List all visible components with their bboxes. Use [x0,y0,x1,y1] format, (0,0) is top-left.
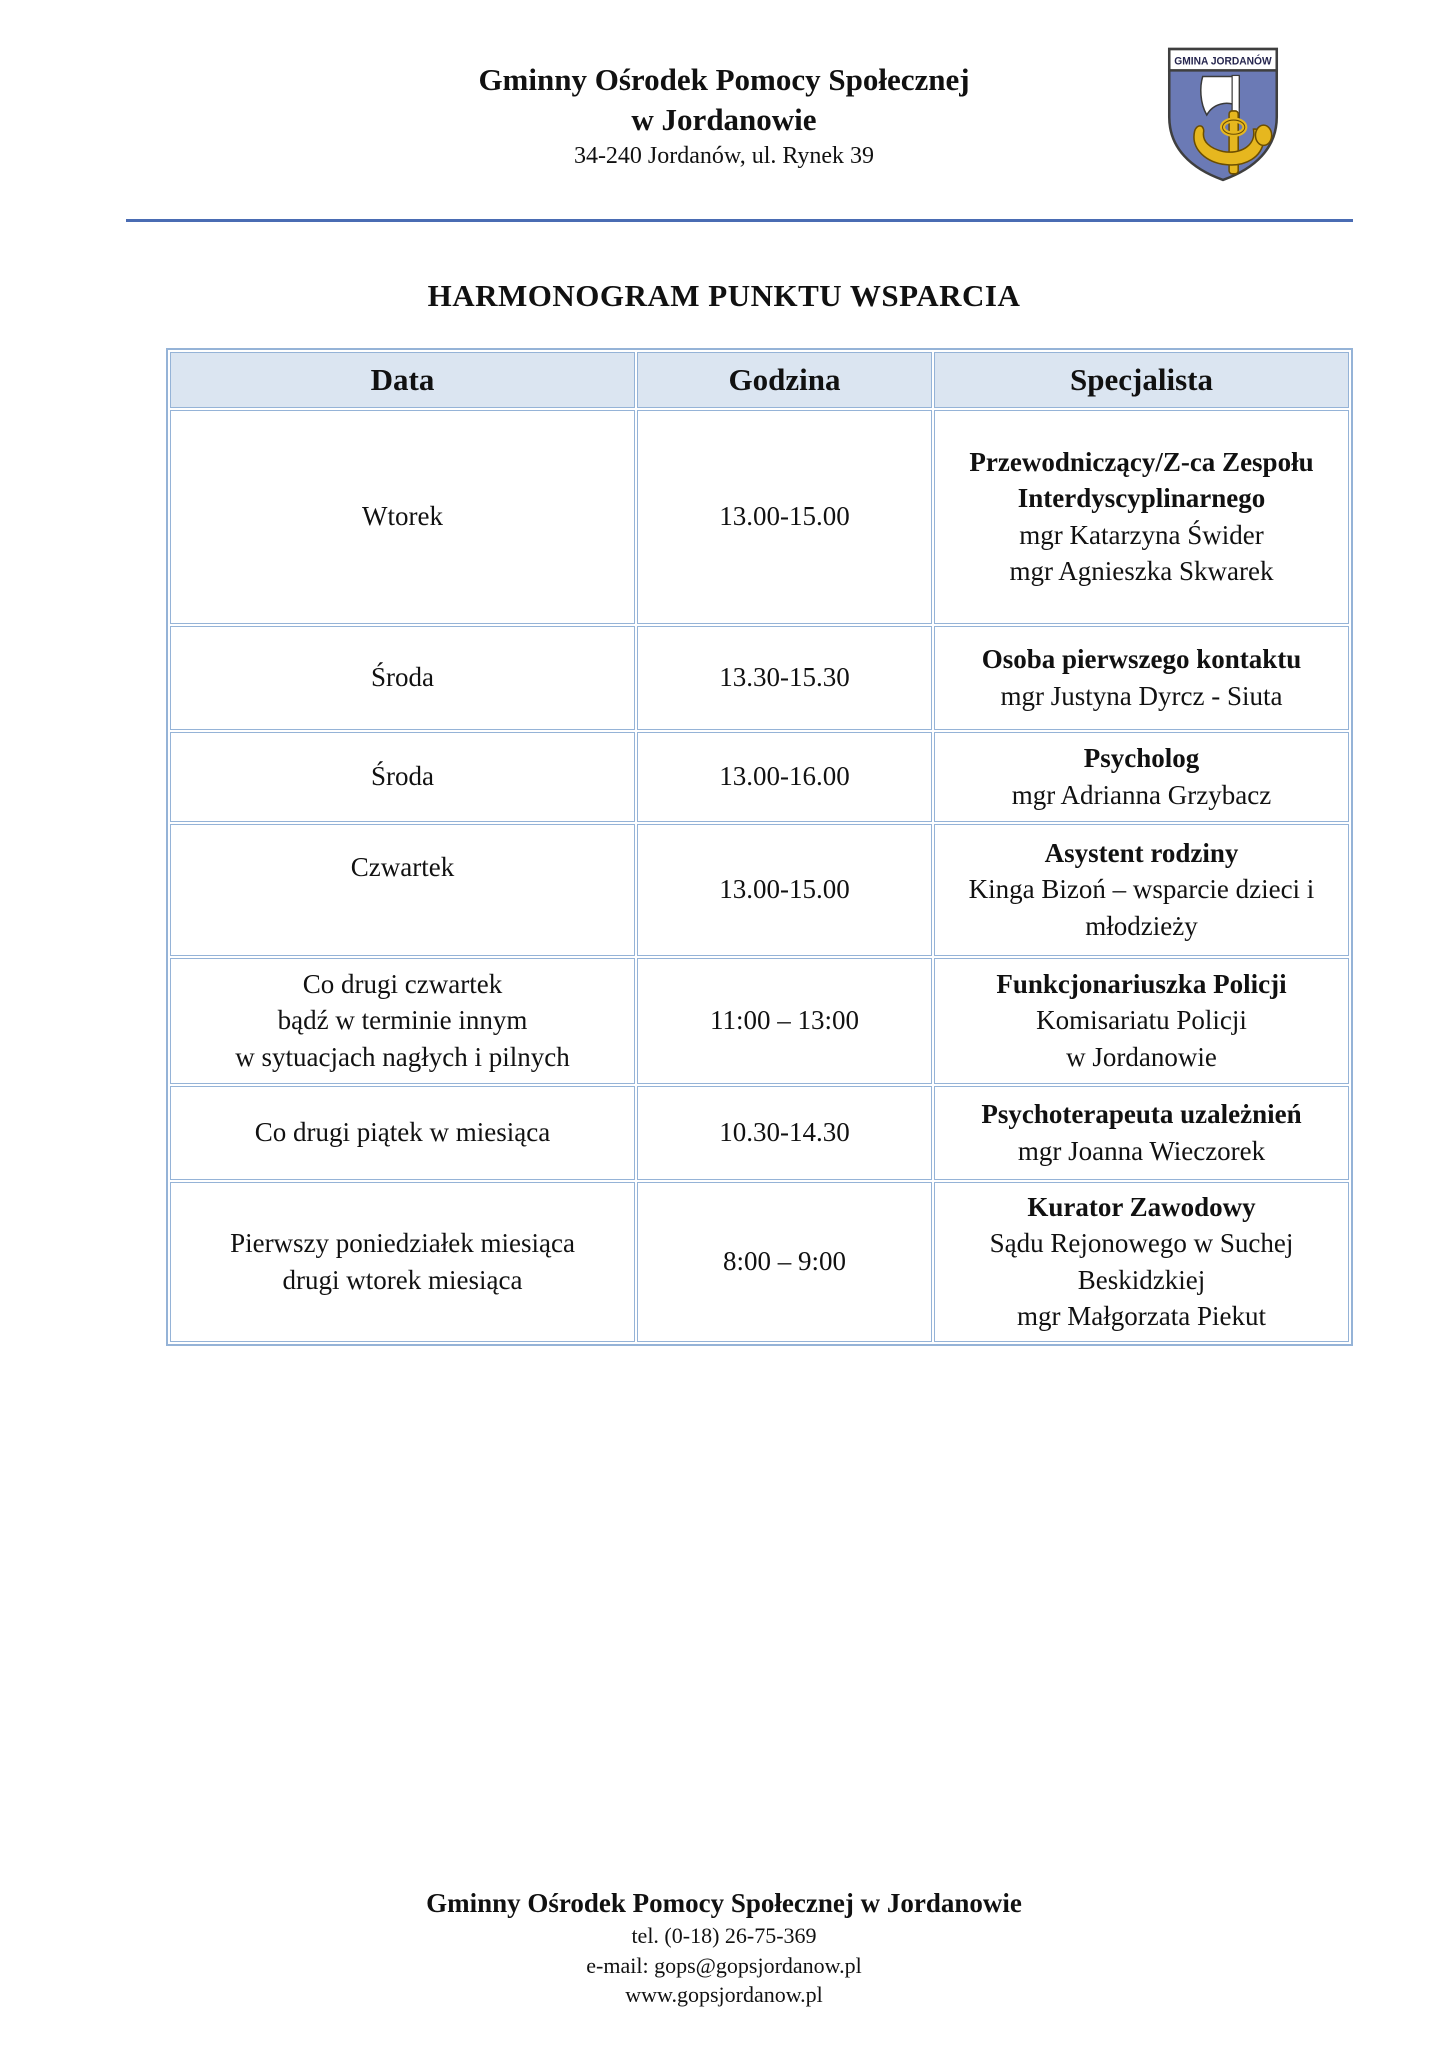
table-row [170,732,1349,822]
footer-website: www.gopsjordanow.pl [625,1982,823,2008]
data-line: Pierwszy poniedziałek miesiąca [230,1228,575,1259]
specialist-title: Kurator Zawodowy [1027,1191,1256,1222]
footer-email: e-mail: gops@gopsjordanow.pl [586,1952,862,1978]
header-divider [126,219,1353,222]
org-address: 34-240 Jordanów, ul. Rynek 39 [573,143,875,170]
gmina-jordanow-crest [1162,44,1284,188]
org-name-line1: Gminny Ośrodek Pomocy Społecznej [478,62,970,97]
specialist-line: mgr Adrianna Grzybacz [1011,779,1272,810]
table-header-row [170,352,1349,408]
specialist-cell [934,958,1349,1084]
godzina-cell: 13.00-16.00 [637,732,932,822]
godzina-cell: 13.00-15.00 [637,824,932,956]
data-cell [170,626,635,730]
data-cell [170,824,635,956]
specialist-line: mgr Justyna Dyrcz - Siuta [1000,680,1283,711]
specialist-title: Psychoterapeuta uzależnień [981,1099,1302,1130]
table-row [170,1086,1349,1180]
table-row [170,410,1349,624]
footer-phone: tel. (0-18) 26-75-369 [631,1923,817,1949]
specialist-line: Komisariatu Policji [1036,1005,1247,1036]
specialist-cell [934,732,1349,822]
data-line: Wtorek [362,501,443,532]
table-row [170,1182,1349,1342]
specialist-line: mgr Katarzyna Świder [1019,519,1264,550]
specialist-cell [934,626,1349,730]
data-cell [170,732,635,822]
specialist-cell [934,1182,1349,1342]
specialist-cell [934,824,1349,956]
data-cell [170,958,635,1084]
specialist-line: Kinga Bizoń – wsparcie dzieci i młodzieży [968,874,1315,941]
specialist-title: Funkcjonariuszka Policji [996,968,1287,999]
table-row [170,626,1349,730]
specialist-line: mgr Agnieszka Skwarek [1009,555,1274,586]
table-row [170,958,1349,1084]
godzina-cell: 13.00-15.00 [637,410,932,624]
specialist-cell [934,1086,1349,1180]
document-footer [0,1886,1448,2010]
data-cell [170,1182,635,1342]
data-line: Środa [371,761,434,792]
data-line: Co drugi czwartek [302,968,503,999]
godzina-cell: 13.30-15.30 [637,626,932,730]
specialist-line: w Jordanowie [1066,1041,1217,1072]
specialist-title: Psycholog [1083,743,1200,774]
data-line: Co drugi piątek w miesiąca [254,1117,551,1148]
data-line: bądź w terminie innym [277,1005,528,1036]
godzina-cell: 8:00 – 9:00 [637,1182,932,1342]
specialist-line: Sądu Rejonowego w Suchej Beskidzkiej [989,1228,1294,1295]
crest-banner-text: GMINA JORDANÓW [1174,55,1281,68]
specialist-title: Asystent rodziny [1044,837,1239,868]
data-cell [170,410,635,624]
specialist-title: Przewodniczący/Z-ca Zespołu Interdyscyplinarnego [969,446,1314,514]
schedule-table [166,348,1353,1346]
table-row [170,824,1349,956]
specialist-line: mgr Małgorzata Piekut [1017,1300,1266,1331]
data-line: w sytuacjach nagłych i pilnych [235,1041,570,1072]
specialist-cell [934,410,1349,624]
column-header-godzina: Godzina [637,352,932,408]
column-header-specjalista: Specjalista [934,352,1349,408]
data-line: Czwartek [350,851,455,882]
data-cell [170,1086,635,1180]
org-name-line2: w Jordanowie [631,101,817,137]
footer-org-name: Gminny Ośrodek Pomocy Społecznej w Jordanowie [426,1888,1022,1918]
specialist-line: mgr Joanna Wieczorek [1017,1135,1266,1166]
data-line: drugi wtorek miesiąca [282,1264,523,1295]
data-line: Środa [371,662,434,693]
specialist-title: Osoba pierwszego kontaktu [981,644,1302,675]
column-header-data: Data [170,352,635,408]
godzina-cell: 10.30-14.30 [637,1086,932,1180]
page-title: HARMONOGRAM PUNKTU WSPARCIA [427,277,1021,313]
godzina-cell: 11:00 – 13:00 [637,958,932,1084]
